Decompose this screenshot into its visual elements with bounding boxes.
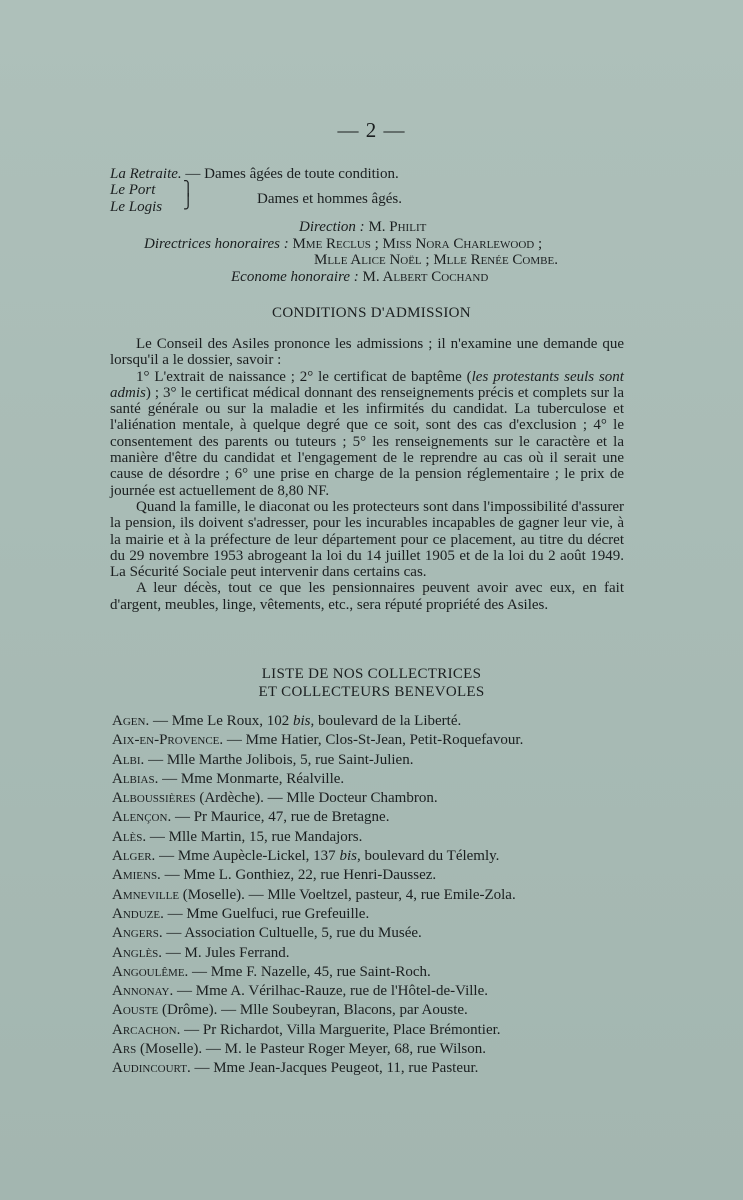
list-item-text: (Moselle). — Mlle Voeltzel, pasteur, 4, rue Emile-Zola.: [179, 886, 516, 903]
port-logis-desc: Dames et hommes âgés.: [257, 191, 402, 207]
list-item-text: — Mme Jean-Jacques Peugeot, 11, rue Pasteur.: [190, 1060, 479, 1077]
list-item: [112, 712, 523, 731]
list-item-place: Aouste: [112, 1002, 159, 1019]
directrices-label: Directrices honoraires :: [144, 236, 289, 252]
list-item-text: — Mme L. Gonthiez, 22, rue Henri-Daussez.: [160, 867, 437, 884]
list-item-rest: , boulevard du Télemly.: [356, 848, 500, 865]
retraite-line: [110, 166, 399, 183]
list-item-rest: , boulevard de la Liberté.: [310, 713, 462, 729]
page-number: — 2 —: [337, 118, 406, 142]
econome-value: M. Albert Cochand: [362, 269, 489, 285]
list-item-place: Alençon.: [112, 809, 172, 826]
list-item: [112, 808, 523, 827]
list-item: [112, 731, 523, 750]
direction-value: M. Philit: [368, 219, 427, 235]
list-item-place: Amneville: [112, 886, 180, 903]
list-title-1: LISTE DE NOS COLLECTRICES: [261, 666, 482, 682]
conditions-paragraph-4: A leur décès, tout ce que les pensionnaires peuvent avoir avec eux, en fait d'argent, meubles, linge, vêtements, etc., sera réputé propriété des Asiles.: [110, 580, 624, 613]
list-item-place: Albias.: [112, 770, 159, 787]
retraite-desc: — Dames âgées de toute condition.: [185, 166, 399, 182]
list-title-2: ET COLLECTEURS BENEVOLES: [258, 684, 485, 700]
list-item-text: (Drôme). — Mlle Soubeyran, Blacons, par Aouste.: [158, 1002, 468, 1019]
list-item: [112, 982, 523, 1001]
list-item-place: Alger.: [112, 848, 156, 865]
collector-list: [112, 712, 523, 1079]
direction-line: [299, 219, 426, 236]
list-item-text: — Mme Aupècle-Lickel, 137: [155, 848, 340, 865]
list-item-place: Anglès.: [112, 944, 163, 961]
list-item-place: Alboussières: [112, 790, 196, 807]
list-item-italic: bis: [339, 848, 357, 865]
list-item-place: Angers.: [112, 925, 163, 942]
list-item-text: — Mlle Martin, 15, rue Mandajors.: [146, 828, 363, 845]
list-item-text: — Mme Le Roux, 102: [149, 713, 293, 729]
direction-label: Direction :: [299, 219, 365, 235]
list-item-text: — Mme Guelfuci, rue Grefeuille.: [163, 905, 370, 922]
list-item-text: — Mme F. Nazelle, 45, rue Saint-Roch.: [188, 963, 431, 980]
directrices-line1: [144, 236, 542, 253]
list-item: [112, 886, 523, 905]
list-item-text: — Pr Richardot, Villa Marguerite, Place Brémontier.: [180, 1021, 501, 1038]
list-item: [112, 847, 523, 866]
directrices-names-1: Mme Reclus ; Miss Nora Charlewood ;: [292, 236, 543, 252]
port-name: Le Port: [110, 182, 156, 198]
list-item: [112, 963, 523, 982]
list-item-place: Annonay.: [112, 983, 174, 1000]
list-item-place: Angoulême.: [112, 963, 189, 980]
list-item-text: (Moselle). — M. le Pasteur Roger Meyer, 68, rue Wilson.: [136, 1041, 486, 1058]
brace-icon: ⎫ ⎭: [183, 182, 194, 210]
list-item: [112, 1040, 523, 1059]
directrices-names-2: Mlle Alice Noël ; Mlle Renée Combe.: [314, 252, 558, 268]
econome-label: Econome honoraire :: [231, 269, 359, 285]
list-item: [112, 944, 523, 963]
conditions-paragraph-2: [110, 369, 624, 499]
retraite-name: La Retraite.: [110, 166, 182, 182]
conditions-paragraph-3: Quand la famille, le diaconat ou les protecteurs sont dans l'impossibilité d'assurer la pension, ils doivent s'adresser, pour les incurables incapables de gagner leur vie, à la mairie et à la préfecture de leur département pour ce placement, au titre du décret du 29 novembre 1953 abrogeant la loi du 14 juillet 1905 et de la loi du 2 août 1949. La Sécurité Sociale peut intervenir dans certains cas.: [110, 498, 624, 581]
list-item-place: Audincourt.: [112, 1060, 191, 1077]
p2-part-b: ) ; 3° le certificat médical donnant des renseignements précis et complets sur la santé générale ou sur la maladie et les infirmités du candidat. La tuberculose et l'aliénation mentale, à quelque degré que ce soit, sont des cas d'exclusion ; 4° le consentement des parents ou tuteurs ; 5° les renseignements sur le caractère et la manière d'être du candidat et l'engagement de le reprendre au cas où il serait une cause de désordre ; 6° une prise en charge de la pension réglementaire ; le prix de journée est actuellement de 8,80 NF.: [110, 384, 624, 499]
conditions-text: [110, 336, 624, 613]
list-item: [112, 789, 523, 808]
logis-name: Le Logis: [110, 199, 163, 215]
econome-line: [231, 269, 488, 286]
p2-part-a: 1° L'extrait de naissance ; 2° le certificat de baptême (: [136, 368, 472, 385]
list-item: [112, 751, 523, 770]
list-item-text: — M. Jules Ferrand.: [162, 944, 290, 961]
list-item-place: Ars: [112, 1041, 137, 1058]
list-item-text: — Mme Monmarte, Réalville.: [158, 770, 345, 787]
list-item-text: — Mme Hatier, Clos-St-Jean, Petit-Roquefavour.: [223, 732, 524, 749]
list-item: [112, 1059, 523, 1078]
list-item-text: — Mme A. Vérilhac-Rauze, rue de l'Hôtel-de-Ville.: [173, 983, 489, 1000]
list-item: [112, 1021, 523, 1040]
conditions-title: CONDITIONS D'ADMISSION: [272, 305, 471, 321]
list-item-place: Amiens.: [112, 867, 161, 884]
list-item-place: Arcachon.: [112, 1021, 181, 1038]
list-item-place: Aix-en-Provence.: [112, 732, 224, 749]
list-item-text: — Pr Maurice, 47, rue de Bretagne.: [171, 809, 390, 826]
list-item-text: (Ardèche). — Mlle Docteur Chambron.: [195, 790, 438, 807]
list-item: [112, 905, 523, 924]
list-item-text: — Association Cultuelle, 5, rue du Musée.: [162, 925, 422, 942]
list-item-place: Agen.: [112, 713, 150, 729]
list-item-text: — Mlle Marthe Jolibois, 5, rue Saint-Julien.: [144, 751, 414, 768]
list-item: [112, 828, 523, 847]
list-item: [112, 924, 523, 943]
conditions-paragraph-1: Le Conseil des Asiles prononce les admissions ; il n'examine une demande que lorsqu'il a le dossier, savoir :: [110, 336, 624, 369]
list-item: [112, 1001, 523, 1020]
list-item: [112, 866, 523, 885]
list-item-place: Alès.: [112, 828, 147, 845]
list-item-place: Albi.: [112, 751, 145, 768]
p2-italic: les protestants seuls sont admis: [110, 368, 624, 401]
list-item: [112, 770, 523, 789]
list-item-italic: bis: [292, 713, 311, 729]
list-item-place: Anduze.: [112, 905, 164, 922]
